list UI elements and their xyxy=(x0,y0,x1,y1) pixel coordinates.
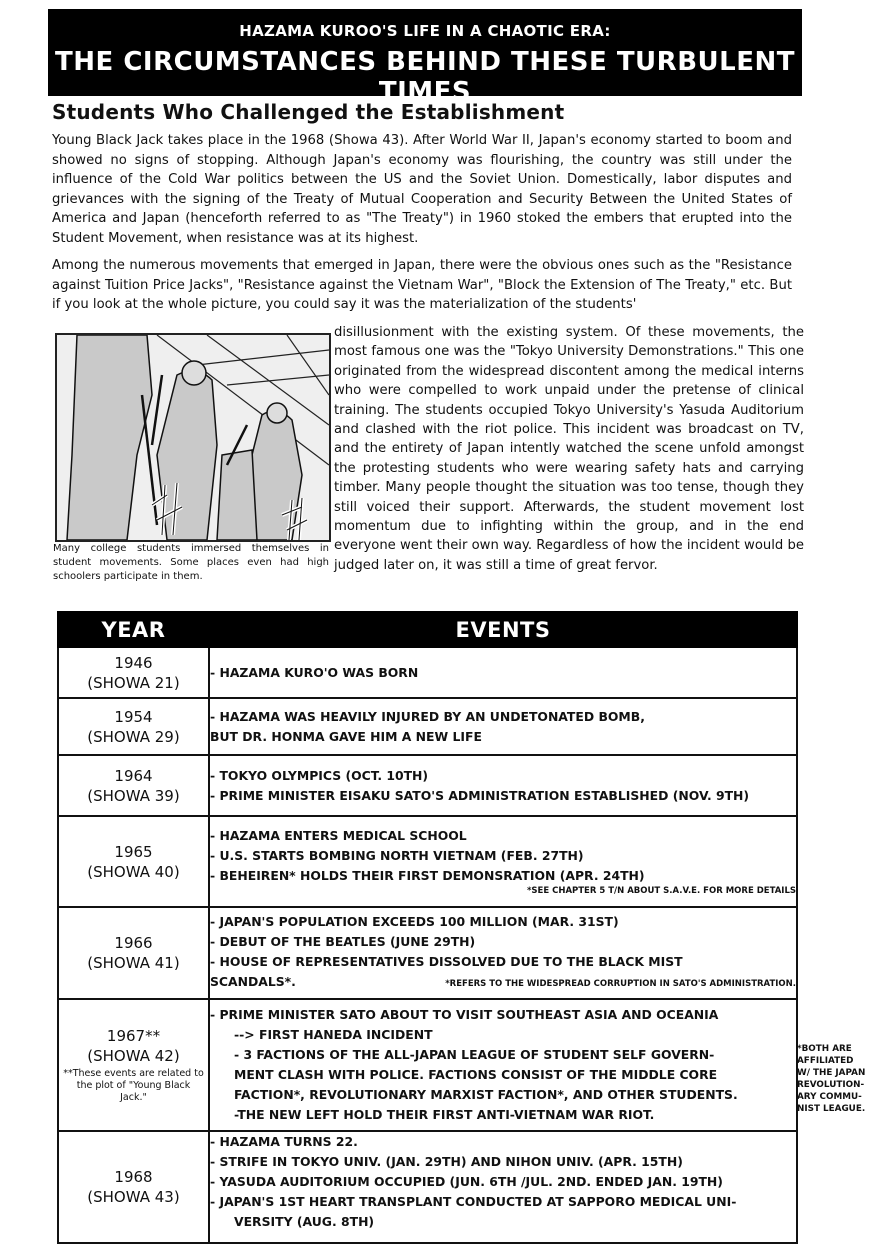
year-cell xyxy=(58,907,209,999)
year-cell xyxy=(58,1131,209,1243)
event: - YASUDA AUDITORIUM OCCUPIED (JUN. 6TH /JUL. 2ND. ENDED JAN. 19TH) xyxy=(210,1174,723,1189)
era: (SHOWA 39) xyxy=(87,786,180,805)
event: - JAPAN'S POPULATION EXCEEDS 100 MILLION (MAR. 31ST) xyxy=(210,914,619,929)
event: - JAPAN'S 1ST HEART TRANSPLANT CONDUCTED AT SAPPORO MEDICAL UNI- xyxy=(210,1194,737,1209)
year: 1965 xyxy=(114,842,153,861)
timeline-table xyxy=(57,611,798,1244)
event: - 3 FACTIONS OF THE ALL-JAPAN LEAGUE OF STUDENT SELF GOVERN- xyxy=(234,1047,715,1062)
year: 1954 xyxy=(114,707,153,726)
section-heading: Students Who Challenged the Establishment xyxy=(52,100,565,124)
table-row xyxy=(58,698,797,755)
events-cell xyxy=(209,1131,797,1243)
table-header-row xyxy=(58,612,797,647)
year: 1966 xyxy=(114,934,153,952)
year-cell xyxy=(58,755,209,816)
era: (SHOWA 43) xyxy=(87,1188,180,1206)
table-row xyxy=(58,999,797,1131)
table-row xyxy=(58,755,797,816)
event: - PRIME MINISTER EISAKU SATO'S ADMINISTRATION ESTABLISHED (NOV. 9TH) xyxy=(210,787,750,803)
events-cell xyxy=(209,816,797,907)
event: - TOKYO OLYMPICS (OCT. 10TH) xyxy=(210,767,429,783)
events-cell xyxy=(209,647,797,698)
event: - U.S. STARTS BOMBING NORTH VIETNAM (FEB. 27TH) xyxy=(210,848,584,863)
table-row xyxy=(58,816,797,907)
event-line-with-footnote xyxy=(210,972,796,992)
event: -THE NEW LEFT HOLD THEIR FIRST ANTI-VIETNAM WAR RIOT. xyxy=(234,1107,655,1122)
era: (SHOWA 29) xyxy=(87,727,180,746)
footnote: *REFERS TO THE WIDESPREAD CORRUPTION IN SATO'S ADMINISTRATION. xyxy=(445,979,796,989)
paragraph-2: Among the numerous movements that emerged in Japan, there were the obvious ones such as the "Resistance against Tuition Price Jacks", "Resistance against the Vietnam War", "Block the Extension of The Treaty," etc. But if you look at the whole picture, you could say it was the materialization of the students' xyxy=(52,258,792,313)
figure-caption: Many college students immersed themselves in student movements. Some places even had high schoolers participate in them. xyxy=(53,543,329,582)
era: (SHOWA 42) xyxy=(87,1047,180,1065)
events-cell xyxy=(209,755,797,816)
student-protest-illustration xyxy=(57,335,329,540)
era: (SHOWA 21) xyxy=(87,673,180,692)
year-cell xyxy=(58,698,209,755)
year: 1964 xyxy=(114,766,153,785)
year: 1946 xyxy=(114,653,153,672)
event: VERSITY (AUG. 8TH) xyxy=(234,1214,375,1229)
events-cell xyxy=(209,999,797,1131)
year-cell xyxy=(58,816,209,907)
banner-title: THE CIRCUMSTANCES BEHIND THESE TURBULENT TIMES xyxy=(55,47,795,107)
year-cell xyxy=(58,999,209,1131)
title-banner xyxy=(48,9,802,107)
year-cell xyxy=(58,647,209,698)
year-note: **These events are related to the plot of "Young Black Jack." xyxy=(63,1068,204,1103)
event: MENT CLASH WITH POLICE. FACTIONS CONSIST OF THE MIDDLE CORE xyxy=(234,1067,718,1082)
event: - BEHEIREN* HOLDS THEIR FIRST DEMONSRATION (APR. 24TH) xyxy=(210,868,645,883)
paragraph-3: disillusionment with the existing system. Of these movements, the most famous one was the "Tokyo University Demonstrations." This one originated from the widespread discontent among the medical interns who were compelled to work unpaid under the pretense of clinical training. The students occupied Tokyo University's Yasuda Auditorium and clashed with the riot police. This incident was broadcast on TV, and the entirety of Japan intently watched the scene unfold amongst the protesting students who were wearing safety hats and carrying timber. Many people thought the situation was too tense, though they still voiced their support. Afterwards, the student movement lost momentum due to infighting within the group, and in the end everyone went their own way. Regardless of how the incident would be judged later on, it was still a time of great fervor. xyxy=(334,325,804,573)
event: - HAZAMA KURO'O WAS BORN xyxy=(210,664,419,680)
event: BUT DR. HONMA GAVE HIM A NEW LIFE xyxy=(210,728,482,744)
event: - HAZAMA ENTERS MEDICAL SCHOOL xyxy=(210,828,467,843)
event: - STRIFE IN TOKYO UNIV. (JAN. 29TH) AND NIHON UNIV. (APR. 15TH) xyxy=(210,1154,683,1169)
side-footnote: *BOTH ARE AFFILIATED W/ THE JAPAN REVOLUTION-ARY COMMU-NIST LEAGUE. xyxy=(797,1044,866,1114)
event: FACTION*, REVOLUTIONARY MARXIST FACTION*, AND OTHER STUDENTS. xyxy=(234,1087,738,1102)
table-row xyxy=(58,647,797,698)
manga-illustration xyxy=(55,333,331,542)
event: - HAZAMA TURNS 22. xyxy=(210,1134,358,1149)
year: 1967** xyxy=(106,1027,161,1045)
event: - DEBUT OF THE BEATLES (JUNE 29TH) xyxy=(210,934,476,949)
paragraph-1: Young Black Jack takes place in the 1968 (Showa 43). After World War II, Japan's economy started to boom and showed no signs of stopping. Although Japan's economy was flourishing, the country was still under the influence of the Cold War politics between the US and the Soviet Union. Domestically, labor disputes and grievances with the signing of the Treaty of Mutual Cooperation and Security Between the United States of America and Japan (henceforth referred to as "The Treaty") in 1960 stoked the embers that erupted into the Student Movement, when resistance was at its highest. xyxy=(52,133,792,246)
footnote: *SEE CHAPTER 5 T/N ABOUT S.A.V.E. FOR MORE DETAILS xyxy=(526,886,796,896)
event: SCANDALS*. xyxy=(210,974,296,989)
event: - PRIME MINISTER SATO ABOUT TO VISIT SOUTHEAST ASIA AND OCEANIA xyxy=(210,1007,719,1022)
table-row xyxy=(58,907,797,999)
era: (SHOWA 40) xyxy=(87,862,180,881)
year: 1968 xyxy=(114,1168,153,1186)
events-cell xyxy=(209,698,797,755)
header-events: EVENTS xyxy=(209,612,797,647)
events-cell xyxy=(209,907,797,999)
era: (SHOWA 41) xyxy=(87,954,180,972)
event: --> FIRST HANEDA INCIDENT xyxy=(234,1027,433,1042)
banner-subtitle: HAZAMA KUROO'S LIFE IN A CHAOTIC ERA: xyxy=(239,22,611,40)
header-year: YEAR xyxy=(58,612,209,647)
table-row xyxy=(58,1131,797,1243)
event: - HOUSE OF REPRESENTATIVES DISSOLVED DUE TO THE BLACK MIST xyxy=(210,954,683,969)
event: - HAZAMA WAS HEAVILY INJURED BY AN UNDETONATED BOMB, xyxy=(210,708,645,724)
